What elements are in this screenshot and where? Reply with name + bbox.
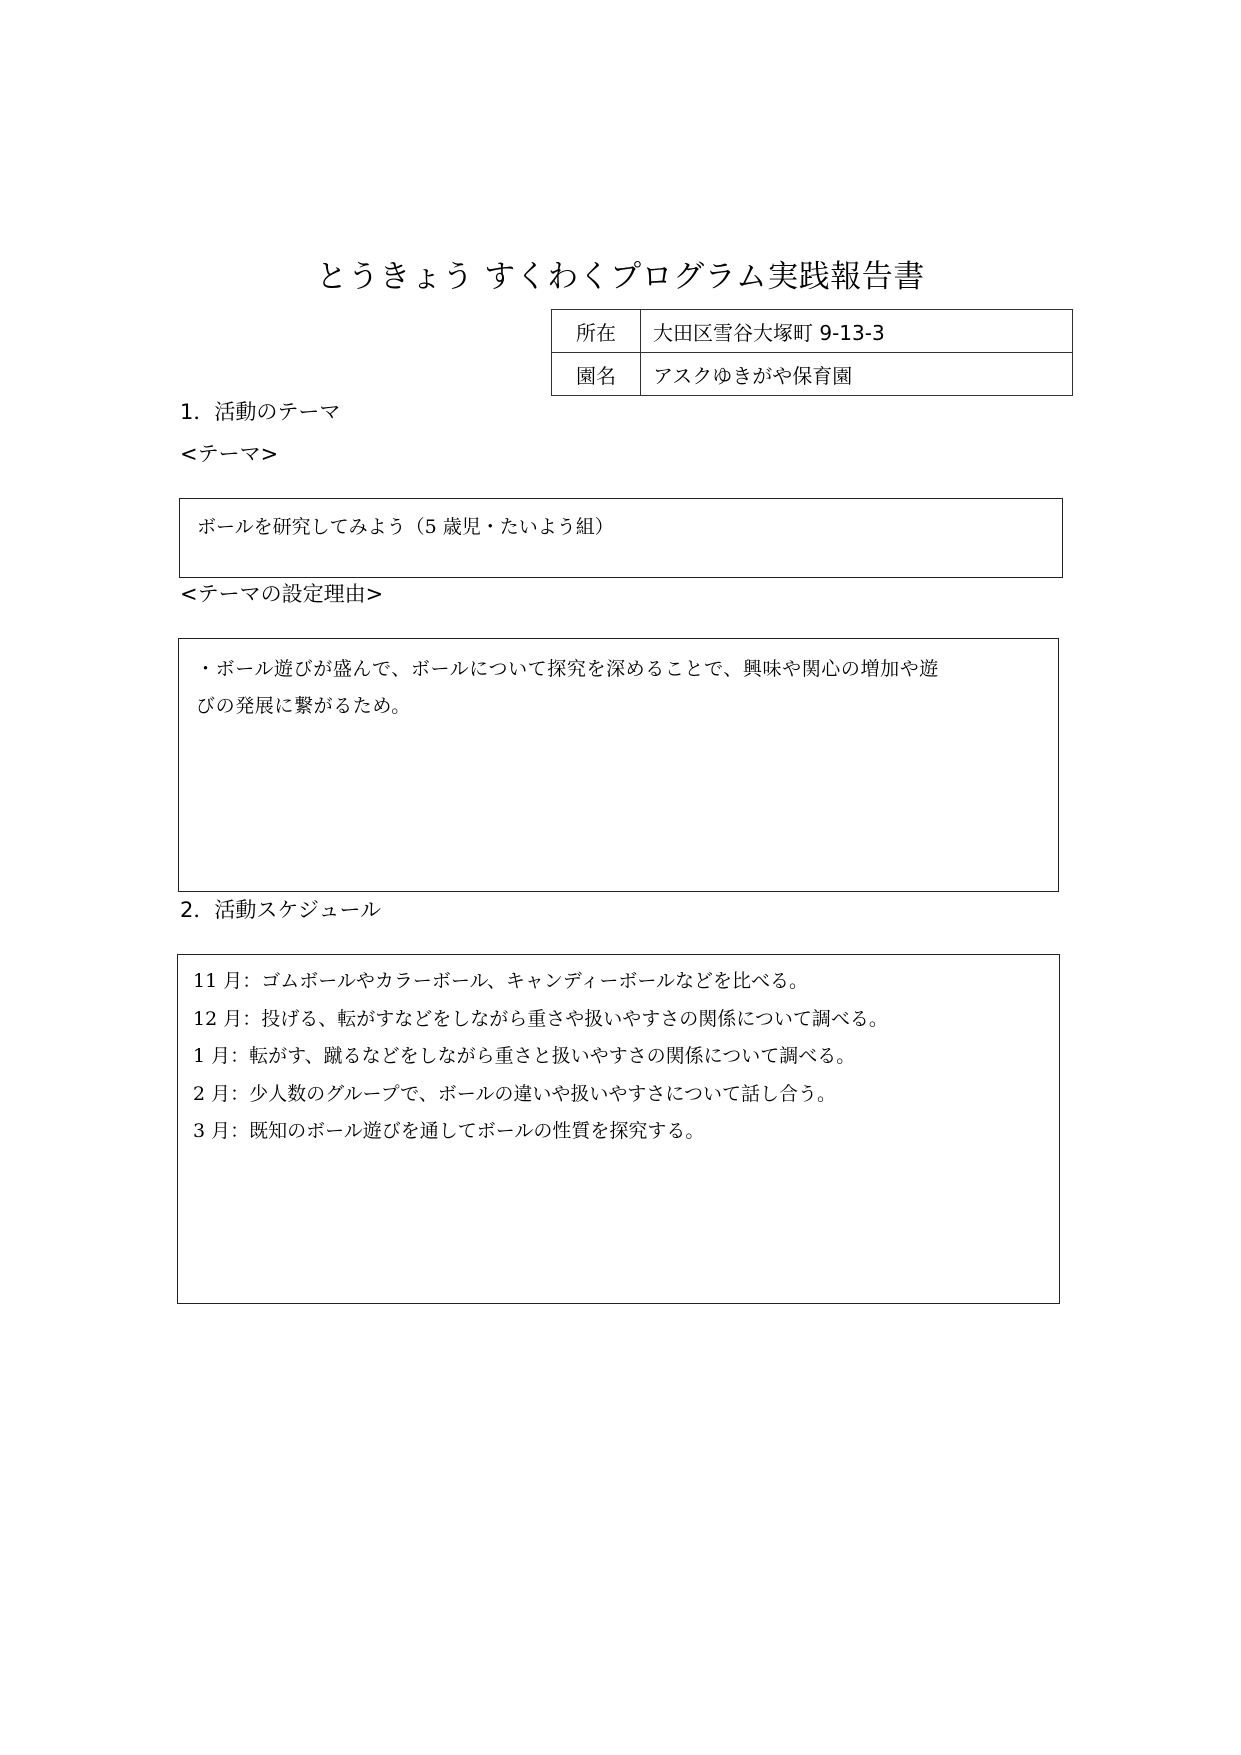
schedule-item: 1 月：転がす、蹴るなどをしながら重さと扱いやすさの関係について調べる。	[193, 1045, 856, 1067]
reason-label: <テーマの設定理由>	[180, 582, 384, 606]
schedule-box	[177, 954, 1060, 1304]
section1-heading: 1．活動のテーマ	[180, 400, 341, 424]
location-label: 所在	[552, 310, 641, 353]
schedule-item: 11 月：ゴムボールやカラーボール、キャンディーボールなどを比べる。	[193, 970, 809, 992]
theme-box	[179, 498, 1063, 578]
section2-heading: 2．活動スケジュール	[180, 898, 382, 922]
facility-name-label: 園名	[552, 353, 641, 396]
reason-line: ・ボール遊びが盛んで、ボールについて探究を深めることで、興味や関心の増加や遊	[196, 658, 939, 680]
info-table	[551, 309, 1073, 396]
page-title: とうきょう すくわくプログラム実践報告書	[316, 259, 925, 295]
reason-box	[178, 638, 1059, 892]
theme-label: <テーマ>	[180, 442, 279, 466]
location-value: 大田区雪谷大塚町 9-13-3	[641, 310, 1073, 353]
schedule-item: 2 月：少人数のグループで、ボールの違いや扱いやすさについて話し合う。	[193, 1082, 837, 1105]
theme-text: ボールを研究してみよう（5 歳児・たいよう組）	[197, 516, 614, 538]
info-row-location	[552, 310, 1073, 353]
facility-name-value: アスクゆきがや保育園	[641, 353, 1073, 396]
schedule-item: 12 月：投げる、転がすなどをしながら重さや扱いやすさの関係について調べる。	[193, 1007, 888, 1030]
schedule-item: 3 月：既知のボール遊びを通してボールの性質を探究する。	[193, 1120, 705, 1142]
reason-line: びの発展に繋がるため。	[196, 695, 411, 717]
info-row-name	[552, 353, 1073, 396]
